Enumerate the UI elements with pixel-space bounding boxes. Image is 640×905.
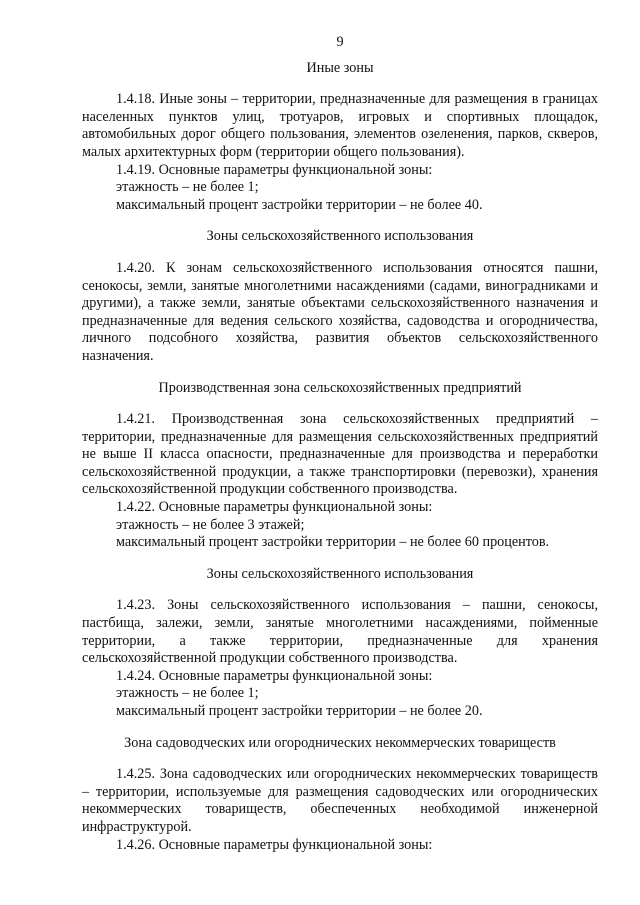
section-gardening-partnerships: [82, 735, 598, 855]
section-heading: Зоны сельскохозяйственного использования: [206, 565, 474, 582]
paragraph-1-4-20: 1.4.20. К зонам сельскохозяйственного использования относятся пашни, сенокосы, земли, занятые многолетними насаждениями (садами, виноградниками и другими), а также земли, занятые объектами сельскохозяйственного назначения и предназначенные для ведения сельского хозяйства, садоводства и огородничества, личного подсобного хозяйства, развития объектов сельскохозяйственного назначения.: [82, 259, 598, 364]
parameter-floors: этажность – не более 3 этажей;: [116, 516, 305, 533]
parameter-coverage: максимальный процент застройки территории – не более 40.: [116, 196, 483, 213]
paragraph-1-4-26: 1.4.26. Основные параметры функциональной зоны:: [116, 836, 433, 853]
paragraph-1-4-23: 1.4.23. Зоны сельскохозяйственного использования – пашни, сенокосы, пастбища, залежи, земли, занятые многолетними насаждениями, пойменные территории, а также территории, предназначенные для хранения сельскохозяйственной продукции собственного производства.: [82, 597, 598, 667]
section-agricultural-use-2: [82, 566, 598, 721]
parameter-coverage: максимальный процент застройки территории – не более 20.: [116, 703, 483, 719]
parameter-floors: этажность – не более 1;: [116, 685, 259, 702]
section-agricultural-use: [82, 228, 598, 365]
section-heading: Производственная зона сельскохозяйственных предприятий: [158, 379, 522, 396]
paragraph-1-4-24: 1.4.24. Основные параметры функциональной зоны:: [116, 667, 433, 684]
section-heading: Иные зоны: [306, 59, 374, 76]
paragraph-1-4-22: 1.4.22. Основные параметры функциональной зоны:: [116, 499, 433, 516]
paragraph-1-4-18: 1.4.18. Иные зоны – территории, предназначенные для размещения в границах населенных пунктов улиц, тротуаров, игровых и спортивных площадок, автомобильных дорог общего пользования, элементов озеленения, парков, скверов, малых архитектурных форм (территории общего пользования).: [82, 91, 598, 160]
page-number: 9: [336, 34, 344, 50]
paragraph-1-4-25: 1.4.25. Зона садоводческих или огороднических некоммерческих товариществ – территории, используемые для размещения садоводческих или огороднических некоммерческих товариществ, обеспеченных необходимой инженерной инфраструктурой.: [82, 766, 598, 835]
section-other-zones: [82, 60, 598, 215]
paragraph-1-4-19: 1.4.19. Основные параметры функциональной зоны:: [116, 161, 433, 178]
section-heading: Зона садоводческих или огороднических некоммерческих товариществ: [124, 734, 556, 751]
parameter-floors: этажность – не более 1;: [116, 179, 259, 196]
section-heading: Зоны сельскохозяйственного использования: [206, 228, 474, 245]
parameter-coverage: максимальный процент застройки территории – не более 60 процентов.: [116, 534, 550, 551]
section-agricultural-production: [82, 380, 598, 552]
paragraph-1-4-21: 1.4.21. Производственная зона сельскохозяйственных предприятий – территории, предназначенные для размещения сельскохозяйственных предприятий не выше II класса опасности, предназначенные для производства и переработки сельскохозяйственной продукции, а также транспортировки (перевозки), хранения сельскохозяйственной продукции собственного производства.: [82, 411, 598, 498]
